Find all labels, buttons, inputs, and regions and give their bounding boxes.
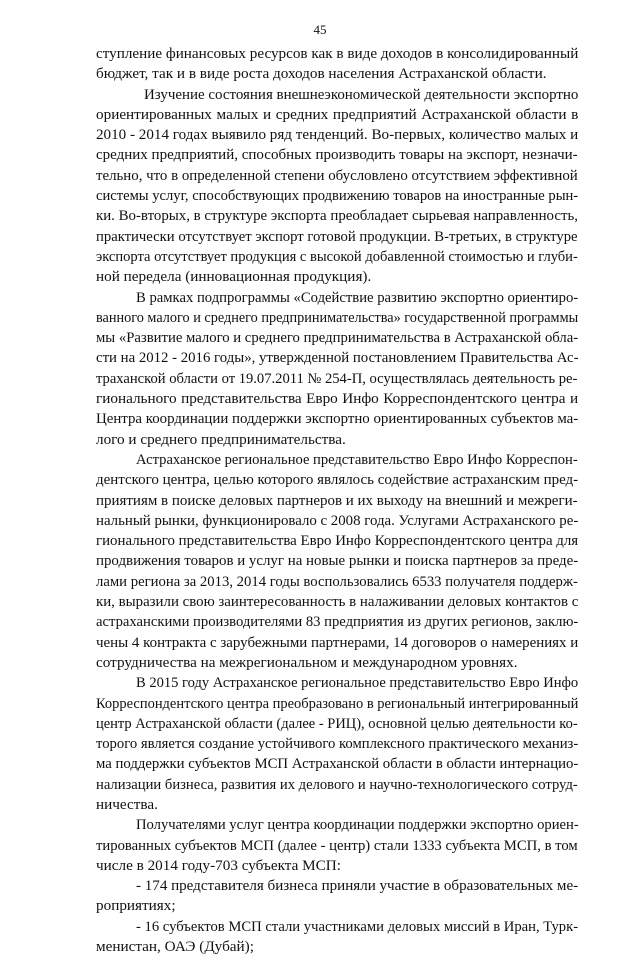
text-line: мы «Развитие малого и среднего предпринимательства в Астраханской обла- xyxy=(96,330,579,347)
text-line: роприятиях; xyxy=(96,897,176,915)
text-line: продвижения товаров и услуг на новые рынки и поиска партнеров за преде- xyxy=(96,553,579,570)
text-line: бюджет, так и в виде роста доходов населения Астраханской области. xyxy=(96,65,547,83)
text-line: дентского центра, целью которого являлось содействие астраханским пред- xyxy=(96,472,579,489)
page-number: 45 xyxy=(313,22,327,37)
text-line: сти на 2012 - 2016 годы», утвержденной постановлением Правительства Ас- xyxy=(96,350,579,367)
text-line: ной передела (инновационная продукция). xyxy=(96,268,372,286)
text-line: лами региона за 2013, 2014 годы воспользовались 6533 получателя поддерж- xyxy=(96,573,578,590)
text-line: Корреспондентского центра преобразовано в региональный интегрированный xyxy=(96,695,579,712)
text-line: гионального представительства Евро Инфо Корреспондентского центра и xyxy=(96,390,579,408)
text-line: средних предприятий, способных производить товары на экспорт, незначи- xyxy=(96,147,578,164)
text-line: Изучение состояния внешнеэкономической деятельности экспортно xyxy=(144,86,579,103)
text-line: В 2015 году Астраханское региональное представительство Евро Инфо xyxy=(136,675,579,692)
text-line: числе в 2014 году-703 субъекта МСП: xyxy=(96,856,341,874)
text-line: Центра координации поддержки экспортно ориентированных субъектов ма- xyxy=(96,411,579,428)
text-line: гионального представительства Евро Инфо Корреспондентского центра для xyxy=(96,533,579,550)
text-line: траханской области от 19.07.2011 № 254-П, осуществлялась деятельность ре- xyxy=(96,370,578,387)
text-line: нализации бизнеса, развития их делового и научно-технологического сотруд- xyxy=(96,776,578,793)
text-line: ступление финансовых ресурсов как в виде доходов в консолидированный xyxy=(96,45,579,62)
text-line: приятиям в поиске деловых партнеров и их выходу на внешний и межреги- xyxy=(96,492,578,509)
text-line: нальный рынки, функционировало с 2008 года. Услугами Астраханского ре- xyxy=(96,512,579,529)
text-line: - 16 субъектов МСП стали участниками деловых миссий в Иран, Турк- xyxy=(136,918,579,935)
text-line: экспорта отсутствует продукция с высокой добавленной стоимостью и глуби- xyxy=(96,248,578,265)
text-line: системы услуг, способствующих продвижению товаров на иностранные рын- xyxy=(96,188,579,205)
text-line: тированных субъектов МСП (далее - центр) стали 1333 субъекта МСП, в том xyxy=(96,837,578,854)
text-line: 2010 - 2014 годах выявило ряд тенденций. Во-первых, количество малых и xyxy=(96,127,579,144)
text-line: практически отсутствует экспорт готовой продукции. В-третьих, в структуре xyxy=(96,228,578,245)
text-line: ки. Во-вторых, в структуре экспорта преобладает сырьевая направленность, xyxy=(96,208,578,225)
text-line: В рамках подпрограммы «Содействие развитию экспортно ориентиро- xyxy=(136,289,579,306)
text-line: торого является создание устойчивого комплексного практического механиз- xyxy=(96,736,579,753)
text-line: сотрудничества на межрегиональном и международном уровнях. xyxy=(96,653,518,671)
text-line: Получателями услуг центра координации поддержки экспортно ориен- xyxy=(136,817,579,834)
text-line: чены 4 контракта с зарубежными партнерами, 14 договоров о намерениях и xyxy=(96,634,579,651)
text-line: ма поддержки субъектов МСП Астраханской области в области интернацио- xyxy=(96,756,579,773)
text-line: ванного малого и среднего предпринимательства» государственной программы xyxy=(96,309,579,326)
text-line: ничества. xyxy=(96,795,158,813)
text-line: тельно, что в определенной степени обусловлено отсутствием эффективной xyxy=(96,167,578,184)
text-line: астраханскими производителями 83 предприятия из других регионов, заклю- xyxy=(96,614,579,631)
text-line: - 174 представителя бизнеса приняли участие в образовательных ме- xyxy=(136,878,579,895)
text-line: лого и среднего предпринимательства. xyxy=(96,430,346,448)
text-line: ки, выразили свою заинтересованность в налаживании деловых контактов с xyxy=(96,594,579,611)
text-line: Астраханское региональное представительство Евро Инфо Корреспон- xyxy=(136,451,578,468)
body-text xyxy=(96,44,578,957)
text-line: центр Астраханской области (далее - РИЦ), основной целью деятельности ко- xyxy=(96,715,578,732)
text-line: ориентированных малых и средних предприятий Астраханской области в xyxy=(96,105,579,123)
text-line: менистан, ОАЭ (Дубай); xyxy=(96,938,254,956)
